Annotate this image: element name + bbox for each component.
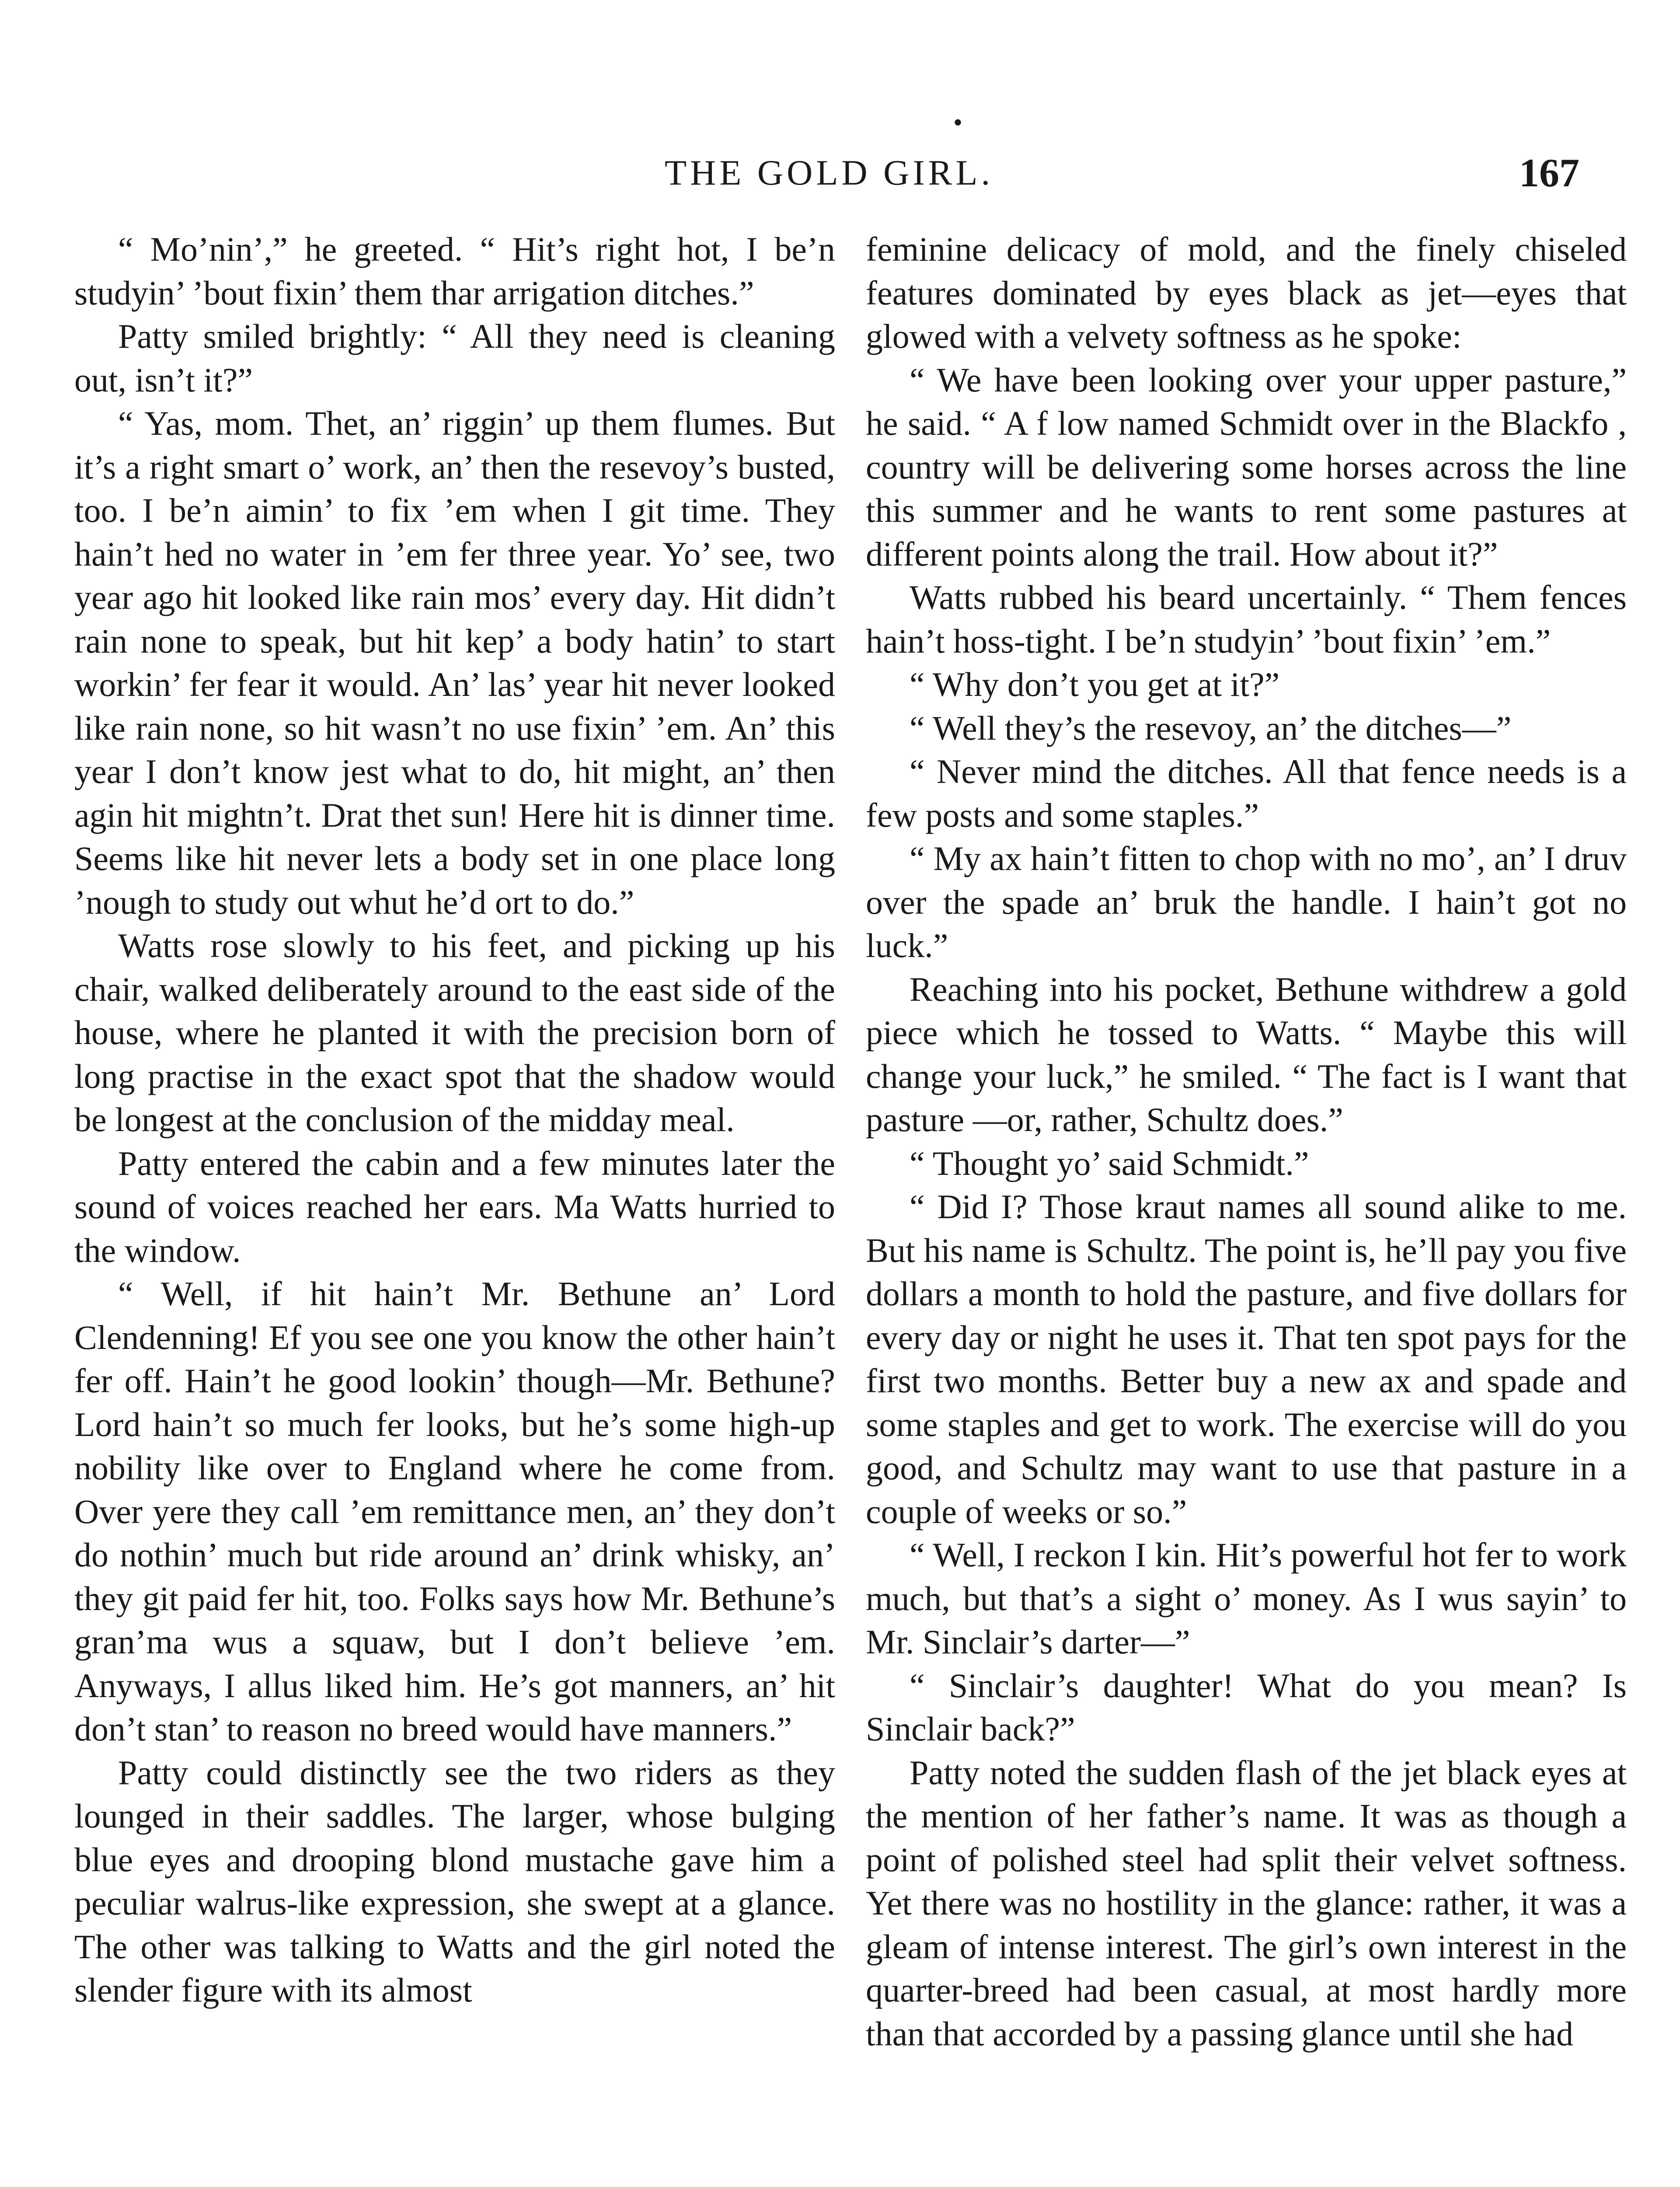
right-text-column [866,227,1627,2187]
paragraph: “ Mo’nin’,” he greeted. “ Hit’s right hot, I be’n studyin’ ’bout fixin’ them thar arrigation ditches.” [74,230,835,312]
paragraph: “ My ax hain’t fitten to chop with no mo’, an’ I druv over the spade an’ bruk the handle. I hain’t got no luck.” [866,839,1627,964]
paragraph: “ Thought yo’ said Schmidt.” [910,1144,1309,1182]
paragraph: “ We have been looking over your upper pasture,” he said. “ A f low named Schmidt over in the Blackfo , country will be delivering some horses across the line this summer and he wants to rent some pastures at different points along the trail. How about it?” [866,360,1627,573]
paragraph: Watts rose slowly to his feet, and picking up his chair, walked deliberately around to the east side of the house, where he planted it with the precision born of long practise in the exact spot that the shadow would be longest at the conclusion of the midday meal. [74,926,835,1139]
paragraph: “ Did I? Those kraut names all sound alike to me. But his name is Schultz. The point is, he’ll pay you five dollars a month to hold the pasture, and five dollars for every day or night he uses it. That ten spot pays for the first two months. Better buy a new ax and spade and some staples and get to work. The exercise will do you good, and Schultz may want to use that pasture in a couple of weeks or so.” [866,1188,1627,1530]
paragraph: feminine delicacy of mold, and the finely chiseled features dominated by eyes black as jet—eyes that glowed with a velvety softness as he spoke: [866,230,1627,355]
paragraph: “ Yas, mom. Thet, an’ riggin’ up them flumes. But it’s a right smart o’ work, an’ then the resevoy’s busted, too. I be’n aimin’ to fix ’em when I git time. They hain’t hed no water in ’em fer three year. Yo’ see, two year ago hit looked like rain mos’ every day. Hit didn’t rain none to speak, but hit kep’ a body hatin’ to start workin’ fer fear it would. An’ las’ year hit never looked like rain none, so hit wasn’t no use fixin’ ’em. An’ this year I don’t know jest what to do, hit might, an’ then agin hit mightn’t. Drat thet sun! Here hit is dinner time. Seems like hit never lets a body set in one place long ’nough to study out whut he’d ort to do.” [74,404,835,921]
paragraph: Patty could distinctly see the two riders as they lounged in their saddles. The larger, whose bulging blue eyes and drooping blond mustache gave him a peculiar walrus-like expression, she swept at a glance. The other was talking to Watts and the girl noted the slender figure with its almost [74,1753,835,2009]
paragraph: “ Why don’t you get at it?” [910,665,1280,703]
page-number: 167 [1519,150,1579,195]
left-text-column [74,227,835,2187]
page-header [612,144,1579,201]
paragraph: Patty entered the cabin and a few minutes later the sound of voices reached her ears. Ma Watts hurried to the window. [74,1144,835,1269]
paragraph: “ Well, if hit hain’t Mr. Bethune an’ Lord Clendenning! Ef you see one you know the other hain’t fer off. Hain’t he good lookin’ though—Mr. Bethune? Lord hain’t so much fer looks, but he’s some high-up nobility like over to England where he come from. Over yere they call ’em remittance men, an’ they don’t do nothin’ much but ride around an’ drink whisky, an’ they git paid fer hit, too. Folks says how Mr. Bethune’s gran’ma wus a squaw, but I don’t believe ’em. Anyways, I allus liked him. He’s got manners, an’ hit don’t stan’ to reason no breed would have manners.” [74,1275,835,1748]
running-title: THE GOLD GIRL. [665,153,993,192]
paragraph: “ Well, I reckon I kin. Hit’s powerful hot fer to work much, but that’s a sight o’ money. As I wus sayin’ to Mr. Sinclair’s darter—” [866,1536,1627,1661]
paragraph: Watts rubbed his beard uncertainly. “ Them fences hain’t hoss-tight. I be’n studyin’ ’bout fixin’ ’em.” [866,578,1627,660]
paragraph: Patty noted the sudden flash of the jet black eyes at the mention of her father’s name. It was as though a point of polished steel had split their velvet softness. Yet there was no hostility in the glance: rather, it was a gleam of intense interest. The girl’s own interest in the quarter-breed had been casual, at most hardly more than that accorded by a passing glance until she had [866,1753,1627,2053]
paragraph: Reaching into his pocket, Bethune withdrew a gold piece which he tossed to Watts. “ Maybe this will change your luck,” he smiled. “ The fact is I want that pasture —or, rather, Schultz does.” [866,970,1627,1139]
paragraph: “ Never mind the ditches. All that fence needs is a few posts and some staples.” [866,752,1627,834]
top-ornament: • [953,108,963,137]
paragraph: “ Well they’s the resevoy, an’ the ditches—” [910,709,1512,747]
paragraph: Patty smiled brightly: “ All they need is cleaning out, isn’t it?” [74,317,835,399]
paragraph: “ Sinclair’s daughter! What do you mean? Is Sinclair back?” [866,1666,1627,1748]
